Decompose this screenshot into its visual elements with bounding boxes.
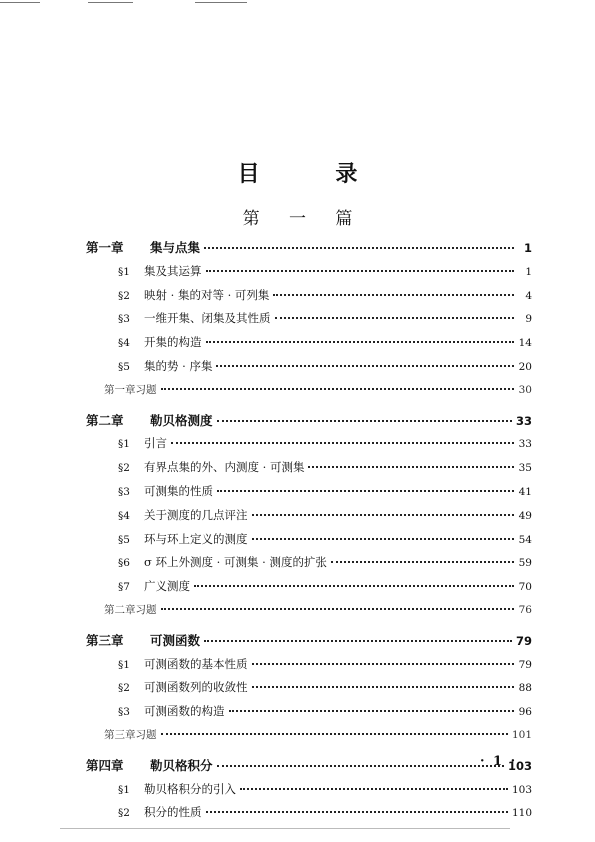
toc-section-entry[interactable] <box>86 676 532 700</box>
toc-page-number: 33 <box>518 438 532 451</box>
toc-chapter-entry[interactable] <box>86 754 532 778</box>
toc-entry-title: 可测集的性质 <box>144 483 213 498</box>
toc-page-number: 49 <box>518 509 532 522</box>
toc-section-entry[interactable] <box>86 480 532 504</box>
toc-page-number: 14 <box>518 337 532 350</box>
toc-page-number: 101 <box>511 728 532 741</box>
toc-page-number: 33 <box>515 413 532 428</box>
toc-page-number: 70 <box>518 581 532 594</box>
page-title: 目 录 <box>237 162 392 187</box>
toc-entry-title: 第二章习题 <box>104 603 157 616</box>
toc-page-number: 110 <box>511 807 532 820</box>
section-number: §5 <box>118 360 130 373</box>
toc-section-entry[interactable] <box>86 284 532 308</box>
scan-edge-line <box>60 828 510 829</box>
dot-leader <box>206 270 515 272</box>
toc-section-entry[interactable] <box>86 778 532 802</box>
toc-page-number: 41 <box>518 485 532 498</box>
toc-section-entry[interactable] <box>86 801 532 825</box>
section-number: §2 <box>118 682 130 695</box>
toc-chapter-entry[interactable] <box>86 409 532 433</box>
table-of-contents <box>86 236 532 825</box>
toc-page-number: 103 <box>507 758 532 773</box>
dot-leader <box>206 341 515 343</box>
dot-leader <box>217 420 512 422</box>
toc-page-number: 20 <box>518 360 532 373</box>
toc-entry-title: 第三章习题 <box>104 728 157 741</box>
toc-entry-title: 广义测度 <box>144 579 190 594</box>
dot-leader <box>171 442 514 444</box>
chapter-number: 第四章 <box>86 757 124 773</box>
dot-leader <box>161 733 508 735</box>
toc-entry-title: 映射 · 集的对等 · 可列集 <box>144 287 270 302</box>
toc-page-number: 79 <box>518 658 532 671</box>
toc-entry-title: 可测函数的构造 <box>144 704 225 719</box>
chapter-number: 第三章 <box>86 632 124 648</box>
toc-chapter-entry[interactable] <box>86 236 532 260</box>
section-number: §3 <box>118 706 130 719</box>
dot-leader <box>331 561 514 563</box>
toc-page-number: 35 <box>518 462 532 475</box>
section-number: §7 <box>118 581 130 594</box>
toc-section-entry[interactable] <box>86 432 532 456</box>
dot-leader <box>273 294 514 296</box>
section-number: §1 <box>118 658 130 671</box>
dot-leader <box>252 514 515 516</box>
toc-page-number: 54 <box>518 533 532 546</box>
toc-section-entry[interactable] <box>86 307 532 331</box>
toc-entry-title: 集的势 · 序集 <box>144 358 213 373</box>
toc-entry-title: 集与点集 <box>150 240 201 255</box>
section-number: §2 <box>118 807 130 820</box>
toc-entry-title: 积分的性质 <box>144 805 202 820</box>
scan-edge-line <box>0 2 40 3</box>
section-number: §6 <box>118 557 130 570</box>
toc-exercise-entry[interactable] <box>86 599 532 623</box>
toc-entry-title: 引言 <box>144 436 167 451</box>
toc-section-entry[interactable] <box>86 355 532 379</box>
toc-entry-title: 可测函数的基本性质 <box>144 656 248 671</box>
toc-entry-title: 开集的构造 <box>144 335 202 350</box>
section-number: §5 <box>118 533 130 546</box>
chapter-number: 第二章 <box>86 412 124 428</box>
section-number: §3 <box>118 313 130 326</box>
toc-page-number: 96 <box>518 706 532 719</box>
toc-page-number: 1 <box>525 265 532 278</box>
toc-entry-title: 可测函数列的收敛性 <box>144 680 248 695</box>
section-number: §3 <box>118 485 130 498</box>
toc-section-entry[interactable] <box>86 504 532 528</box>
toc-page-number: 76 <box>518 603 532 616</box>
toc-chapter-entry[interactable] <box>86 629 532 653</box>
dot-leader <box>194 585 514 587</box>
chapter-number: 第一章 <box>86 240 124 255</box>
dot-leader <box>217 490 514 492</box>
dot-leader <box>204 247 514 249</box>
toc-page-number: 59 <box>518 557 532 570</box>
page-number: · 1 · <box>480 754 518 769</box>
toc-entry-title: 勒贝格积分 <box>150 757 213 773</box>
dot-leader <box>204 640 512 642</box>
toc-entry-title: 勒贝格测度 <box>150 412 213 428</box>
toc-section-entry[interactable] <box>86 528 532 552</box>
part-heading: 第 一 篇 <box>242 209 365 229</box>
section-number: §1 <box>118 438 130 451</box>
toc-section-entry[interactable] <box>86 551 532 575</box>
toc-entry-title: 一维开集、闭集及其性质 <box>144 311 271 326</box>
toc-page-number: 9 <box>525 313 532 326</box>
toc-entry-title: 集及其运算 <box>144 263 202 278</box>
toc-entry-title: 有界点集的外、内测度 · 可测集 <box>144 460 305 475</box>
toc-section-entry[interactable] <box>86 575 532 599</box>
toc-entry-title: 关于测度的几点评注 <box>144 507 248 522</box>
dot-leader <box>252 686 515 688</box>
toc-entry-title: 可测函数 <box>150 632 201 648</box>
toc-entry-title: 第一章习题 <box>104 383 157 396</box>
section-number: §1 <box>118 783 130 796</box>
toc-entry-title: 勒贝格积分的引入 <box>144 781 236 796</box>
dot-leader <box>229 710 515 712</box>
section-number: §4 <box>118 509 130 522</box>
scan-edge-line <box>195 2 247 3</box>
toc-section-entry[interactable] <box>86 260 532 284</box>
dot-leader <box>252 663 515 665</box>
toc-page-number: 1 <box>523 241 532 255</box>
toc-section-entry[interactable] <box>86 331 532 355</box>
toc-page-number: 88 <box>518 682 532 695</box>
toc-section-entry[interactable] <box>86 456 532 480</box>
dot-leader <box>308 466 514 468</box>
toc-entry-title: σ 环上外测度 · 可测集 · 测度的扩张 <box>144 555 327 570</box>
toc-page-number: 30 <box>518 383 532 396</box>
toc-entry-title: 环与环上定义的测度 <box>144 531 248 546</box>
toc-page-number: 79 <box>515 633 532 648</box>
dot-leader <box>161 608 515 610</box>
toc-page-number: 4 <box>525 289 532 302</box>
section-number: §1 <box>118 265 130 278</box>
toc-page-number: 103 <box>511 783 532 796</box>
section-number: §2 <box>118 289 130 302</box>
dot-leader <box>206 811 508 813</box>
toc-exercise-entry[interactable] <box>86 379 532 403</box>
dot-leader <box>240 788 508 790</box>
scan-edge-line <box>88 2 133 3</box>
dot-leader <box>275 317 515 319</box>
toc-exercise-entry[interactable] <box>86 724 532 748</box>
dot-leader <box>252 538 515 540</box>
dot-leader <box>217 765 504 767</box>
dot-leader <box>216 365 514 367</box>
toc-section-entry[interactable] <box>86 700 532 724</box>
dot-leader <box>161 388 515 390</box>
toc-section-entry[interactable] <box>86 653 532 677</box>
section-number: §2 <box>118 462 130 475</box>
section-number: §4 <box>118 337 130 350</box>
